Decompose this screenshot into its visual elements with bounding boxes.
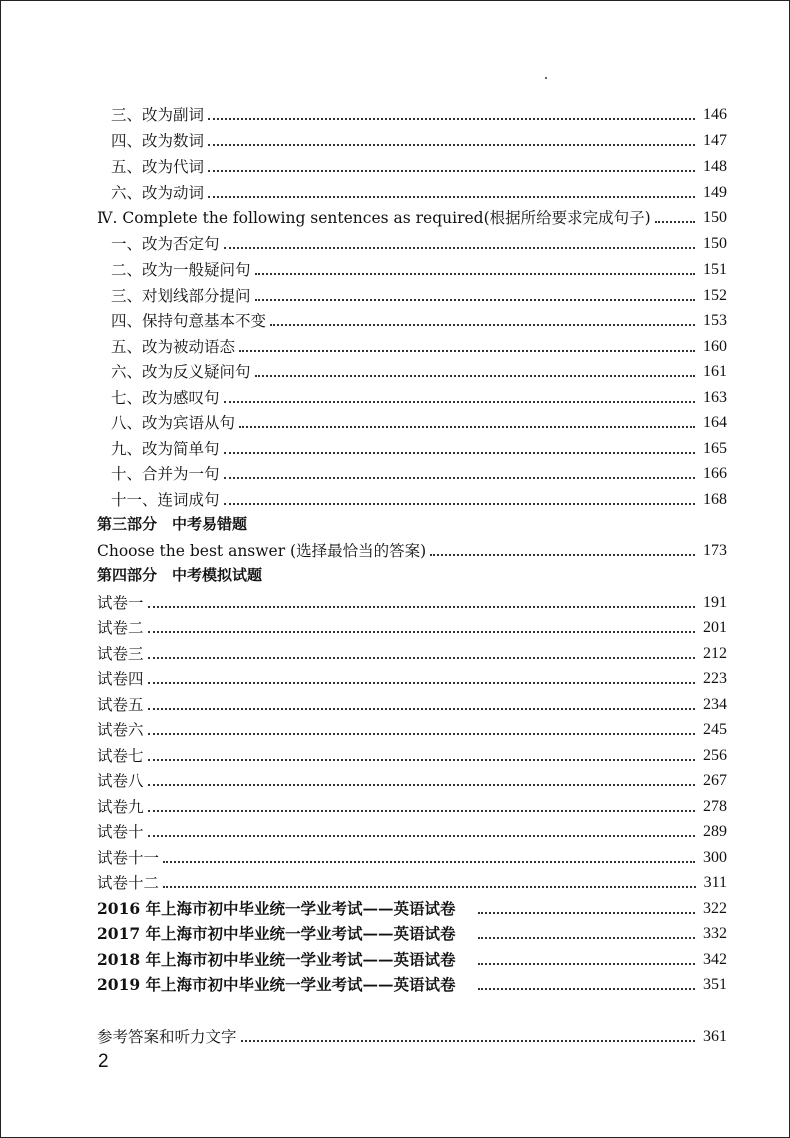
- toc-row[interactable]: [97, 895, 727, 919]
- toc-row[interactable]: [97, 691, 727, 715]
- leader-dots: [478, 963, 695, 965]
- leader-dots: [208, 196, 695, 198]
- leader-dots: [208, 144, 695, 146]
- toc-page-number: 153: [703, 312, 727, 329]
- toc-page-number: 166: [703, 465, 727, 482]
- toc-row[interactable]: [97, 920, 727, 944]
- toc-label: 六、改为动词: [111, 184, 205, 202]
- leader-dots: [148, 631, 695, 633]
- leader-dots: [208, 170, 695, 172]
- toc-label: 试卷三: [97, 645, 144, 663]
- toc-row[interactable]: [111, 153, 727, 177]
- toc-page-number: 173: [703, 542, 727, 559]
- toc-row[interactable]: [97, 589, 727, 613]
- toc-row[interactable]: [111, 127, 727, 151]
- leader-dots: [255, 273, 695, 275]
- toc-row[interactable]: [111, 460, 727, 484]
- toc-label: 试卷十一: [97, 849, 160, 867]
- toc-label: 三、改为副词: [111, 106, 205, 124]
- leader-dots: [148, 784, 695, 786]
- toc-row[interactable]: [111, 230, 727, 254]
- toc-page-number: 256: [703, 747, 727, 764]
- toc-page-number: 191: [703, 594, 727, 611]
- toc-page-number: 150: [703, 209, 727, 226]
- leader-dots: [208, 118, 695, 120]
- toc-page-number: 332: [703, 925, 727, 942]
- toc-label: 试卷七: [97, 747, 144, 765]
- toc-row[interactable]: [97, 946, 727, 970]
- toc-page-number: 150: [703, 235, 727, 252]
- leader-dots: [163, 886, 696, 888]
- leader-dots: [478, 912, 695, 914]
- leader-dots: [224, 477, 695, 479]
- toc-label: 2016 年上海市初中毕业统一学业考试——英语试卷: [97, 899, 456, 918]
- leader-dots: [224, 247, 695, 249]
- toc-label: Choose the best answer (选择最恰当的答案): [97, 542, 427, 560]
- toc-label: 五、改为被动语态: [111, 338, 236, 356]
- toc-page-number: 165: [703, 440, 727, 457]
- toc-label: 试卷二: [97, 619, 144, 637]
- toc-label: 八、改为宾语从句: [111, 414, 236, 432]
- toc-page-number: 342: [703, 951, 727, 968]
- leader-dots: [239, 350, 695, 352]
- toc-page-number: 322: [703, 900, 727, 917]
- leader-dots: [655, 221, 695, 223]
- toc-page-number: 300: [703, 849, 727, 866]
- toc-page-number: 168: [703, 491, 727, 508]
- leader-dots: [163, 861, 695, 863]
- leader-dots: [255, 375, 695, 377]
- leader-dots: [224, 452, 695, 454]
- leader-dots: [224, 401, 695, 403]
- toc-label: Ⅳ. Complete the following sentences as required(根据所给要求完成句子): [97, 209, 651, 227]
- part-three-heading: 第三部分 中考易错题: [97, 515, 248, 533]
- toc-label: 试卷十: [97, 823, 144, 841]
- toc-page-number: 161: [703, 363, 727, 380]
- toc-label: 六、改为反义疑问句: [111, 363, 251, 381]
- toc-page-number: 289: [703, 823, 727, 840]
- toc-page-number: 151: [703, 261, 727, 278]
- toc-page-number: 234: [703, 696, 727, 713]
- toc-label: 试卷四: [97, 670, 144, 688]
- toc-page-number: 212: [703, 645, 727, 662]
- toc-page-number: 148: [703, 158, 727, 175]
- toc-page-number: 223: [703, 670, 727, 687]
- toc-row[interactable]: [111, 282, 727, 306]
- leader-dots: [148, 682, 695, 684]
- leader-dots: [478, 988, 695, 990]
- toc-label: 十一、连词成句: [111, 491, 220, 509]
- leader-dots: [148, 733, 695, 735]
- leader-dots: [148, 759, 695, 761]
- toc-row[interactable]: [111, 409, 727, 433]
- toc-label: 二、改为一般疑问句: [111, 261, 251, 279]
- toc-row[interactable]: [97, 665, 727, 689]
- leader-dots: [270, 324, 695, 326]
- leader-dots: [241, 1040, 695, 1042]
- toc-page-number: 164: [703, 414, 727, 431]
- toc-page-number: 351: [703, 976, 727, 993]
- leader-dots: [478, 937, 695, 939]
- toc-row[interactable]: [97, 844, 727, 868]
- toc-row[interactable]: [97, 716, 727, 740]
- toc-label: 试卷五: [97, 696, 144, 714]
- toc-label: 四、改为数词: [111, 132, 205, 150]
- toc-page-number: 147: [703, 132, 727, 149]
- leader-dots: [224, 503, 695, 505]
- page-number: 2: [98, 1051, 109, 1072]
- toc-row[interactable]: [111, 358, 727, 382]
- part-four-heading: 第四部分 中考模拟试题: [97, 566, 263, 584]
- toc-row[interactable]: [111, 384, 727, 408]
- toc-row[interactable]: [97, 767, 727, 791]
- toc-label: 十、合并为一句: [111, 465, 220, 483]
- toc-label: 2018 年上海市初中毕业统一学业考试——英语试卷: [97, 950, 456, 969]
- toc-row[interactable]: [97, 537, 727, 561]
- toc-label: 试卷六: [97, 721, 144, 739]
- toc-row[interactable]: [97, 869, 727, 893]
- leader-dots: [148, 606, 695, 608]
- leader-dots: [239, 426, 695, 428]
- toc-row[interactable]: [111, 256, 727, 280]
- toc-row[interactable]: [111, 333, 727, 357]
- toc-page-number: 201: [703, 619, 727, 636]
- toc-page-number: 149: [703, 184, 727, 201]
- toc-label: 三、对划线部分提问: [111, 287, 251, 305]
- toc-row[interactable]: [97, 742, 727, 766]
- leader-dots: [148, 657, 695, 659]
- toc-row[interactable]: [111, 435, 727, 459]
- leader-dots: [148, 810, 695, 812]
- toc-label: 2019 年上海市初中毕业统一学业考试——英语试卷: [97, 975, 456, 994]
- toc-page-number: 146: [703, 106, 727, 123]
- toc-row-section-iv[interactable]: [97, 204, 727, 228]
- toc-label: 试卷九: [97, 798, 144, 816]
- toc-label: 五、改为代词: [111, 158, 205, 176]
- toc-row[interactable]: [97, 614, 727, 638]
- toc-label: 试卷一: [97, 594, 144, 612]
- toc-label: 一、改为否定句: [111, 235, 220, 253]
- leader-dots: [148, 708, 695, 710]
- toc-page-number: 163: [703, 389, 727, 406]
- toc-page-number: 278: [703, 798, 727, 815]
- toc-page-number: 152: [703, 287, 727, 304]
- leader-dots: [255, 299, 695, 301]
- toc-label: 试卷八: [97, 772, 144, 790]
- toc-page-number: 160: [703, 338, 727, 355]
- leader-dots: [430, 554, 695, 556]
- toc-row[interactable]: [111, 179, 727, 203]
- toc-row-answers[interactable]: [97, 1023, 727, 1047]
- toc-label: 参考答案和听力文字: [97, 1028, 237, 1046]
- toc-page-number: 267: [703, 772, 727, 789]
- toc-label: 九、改为简单句: [111, 440, 220, 458]
- toc-page-number: 361: [703, 1028, 727, 1045]
- toc-label: 2017 年上海市初中毕业统一学业考试——英语试卷: [97, 924, 456, 943]
- toc-label: 试卷十二: [97, 874, 160, 892]
- toc-label: 七、改为感叹句: [111, 389, 220, 407]
- toc-row[interactable]: [97, 793, 727, 817]
- toc-row[interactable]: [97, 971, 727, 995]
- leader-dots: [148, 835, 695, 837]
- toc-label: 四、保持句意基本不变: [111, 312, 267, 330]
- toc-page-number: 311: [703, 874, 727, 891]
- toc-row[interactable]: [111, 101, 727, 125]
- toc-row[interactable]: [111, 307, 727, 331]
- toc-row[interactable]: [97, 640, 727, 664]
- toc-row[interactable]: [97, 818, 727, 842]
- toc-row[interactable]: [111, 486, 727, 510]
- print-speck: [545, 77, 547, 79]
- toc-page-number: 245: [703, 721, 727, 738]
